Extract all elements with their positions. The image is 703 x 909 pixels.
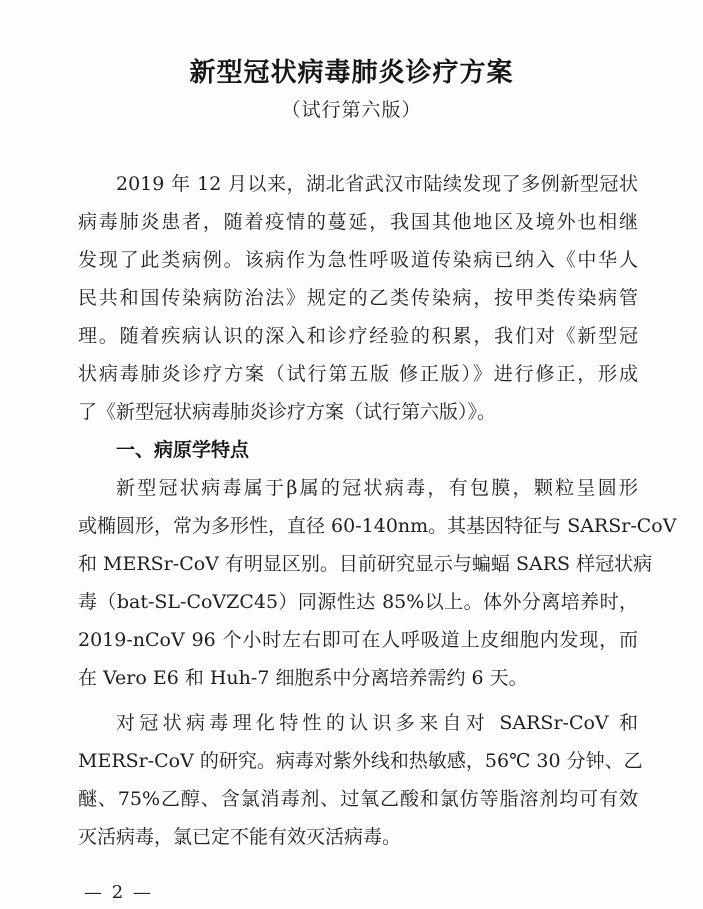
section1-para2-line: 灭活病毒，氯已定不能有效灭活病毒。 bbox=[78, 826, 402, 848]
section1-para1-line: 毒（bat-SL-CoVZC45）同源性达 85%以上。体外分离培养时， bbox=[78, 591, 638, 613]
section1-para1-line: 或椭圆形，常为多形性，直径 60-140nm。其基因特征与 SARSr-CoV bbox=[78, 515, 677, 537]
intro-line: 病毒肺炎患者，随着疫情的蔓延，我国其他地区及境外也相继 bbox=[78, 211, 638, 233]
section1-para1-line: 和 MERSr-CoV 有明显区别。目前研究显示与蝙蝠 SARS 样冠状病 bbox=[78, 553, 653, 575]
intro-line: 发现了此类病例。该病作为急性呼吸道传染病已纳入《中华人 bbox=[78, 249, 638, 271]
intro-line: 理。随着疾病认识的深入和诊疗经验的积累，我们对《新型冠 bbox=[78, 325, 638, 347]
document-subtitle: （试行第六版） bbox=[281, 99, 422, 121]
page-number: — 2 — bbox=[84, 882, 153, 903]
section1-para1-line: 2019-nCoV 96 个小时左右即可在人呼吸道上皮细胞内发现，而 bbox=[78, 629, 638, 651]
section1-para2-line: 醚、75%乙醇、含氯消毒剂、过氧乙酸和氯仿等脂溶剂均可有效 bbox=[78, 788, 638, 810]
section1-para2-line: 对冠状病毒理化特性的认识多来自对 SARSr-CoV 和 bbox=[116, 712, 638, 734]
section1-para1-line: 新型冠状病毒属于β属的冠状病毒，有包膜，颗粒呈圆形 bbox=[116, 477, 638, 499]
section1-para1-line: 在 Vero E6 和 Huh-7 细胞系中分离培养需约 6 天。 bbox=[78, 667, 528, 689]
document-title: 新型冠状病毒肺炎诊疗方案 bbox=[189, 58, 514, 88]
section1-para2-line: MERSr-CoV 的研究。病毒对紫外线和热敏感，56℃ 30 分钟、乙 bbox=[78, 750, 643, 772]
section-heading: 一、病原学特点 bbox=[116, 439, 250, 461]
intro-line: 状病毒肺炎诊疗方案（试行第五版 修正版）》进行修正，形成 bbox=[78, 363, 638, 385]
intro-line: 2019 年 12 月以来，湖北省武汉市陆续发现了多例新型冠状 bbox=[116, 173, 638, 195]
intro-line: 民共和国传染病防治法》规定的乙类传染病，按甲类传染病管 bbox=[78, 287, 638, 309]
intro-line: 了《新型冠状病毒肺炎诊疗方案（试行第六版）》。 bbox=[78, 401, 497, 423]
